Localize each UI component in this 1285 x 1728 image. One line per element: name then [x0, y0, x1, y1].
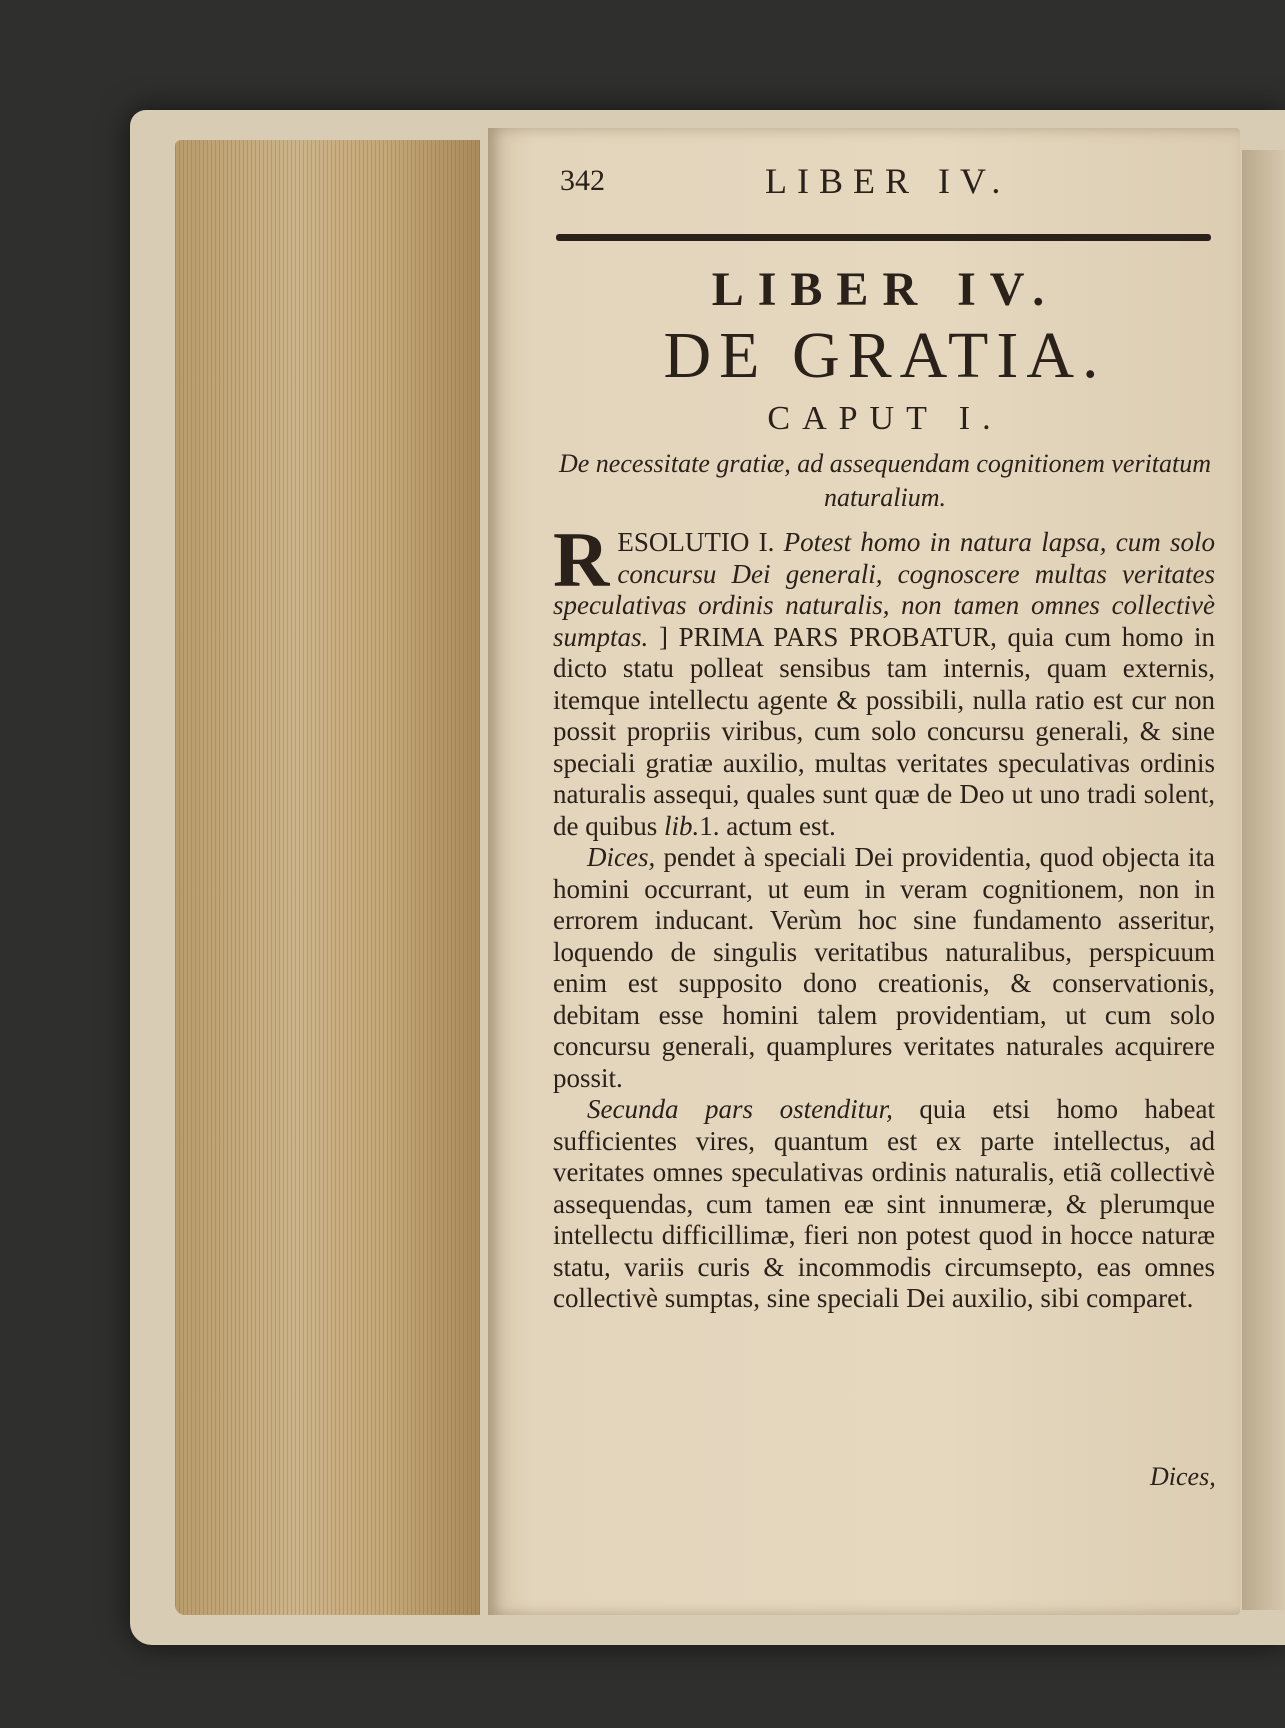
resolutio-text: ] PRIMA PARS PROBATUR, quia cum homo in dicto statu polleat sensibus tam internis, quam externis, itemque intellectu agente & possibili, nulla ratio est cur non possit propriis viribus, cum solo concursu generali, & sine speciali gratiæ auxilio, multas veritates speculativas ordinis naturalis assequi, quales sunt quæ de Deo ut uno tradi solent, de quibus	[553, 621, 1215, 841]
running-title: LIBER IV.	[765, 161, 1011, 201]
drop-cap: R	[553, 516, 610, 603]
running-head	[560, 160, 1220, 204]
chapter-subtitle: De necessitate gratiæ, ad assequendam cognitionem veritatum naturalium.	[558, 449, 1212, 512]
facing-page-edge	[1242, 150, 1285, 1610]
dices-text: pendet à speciali Dei providentia, quod objecta ita homini occurrant, ut eum in veram cognitionem, non in errorem inducant. Verùm hoc sine fundamento asseritur, loquendo de singulis veritatibus naturalibus, perspicuum enim est supposito dono creationis, & conservationis, debitam esse homini talem providentiam, ut cum solo concursu generali, quamplures veritates naturales acquirere possit.	[553, 842, 1215, 1093]
chapter-heading: CAPUT I.	[767, 400, 1003, 437]
secunda-lead: Secunda pars ostenditur,	[587, 1094, 893, 1124]
paragraph-resolutio	[553, 516, 1215, 842]
catchword: Dices,	[1150, 1462, 1216, 1491]
resolutio-statement: Potest homo in natura lapsa, cum solo concursu Dei generali, cognoscere multas veritates speculativas ordinis naturalis, non tamen omnes collectivè sumptas.	[553, 527, 1215, 652]
page-title: DE GRATIA.	[663, 319, 1107, 392]
paragraph-dices	[553, 842, 1215, 1094]
resolutio-ref-tail: 1. actum est.	[699, 810, 836, 841]
page-number: 342	[560, 164, 605, 197]
header-rule	[556, 234, 1211, 241]
resolutio-lead: ESOLUTIO I.	[617, 527, 775, 557]
paragraph-secunda	[553, 1094, 1215, 1315]
secunda-text: quia etsi homo habeat sufficientes vires, quantum est ex parte intellectus, ad veritates omnes speculativas ordinis naturalis, etiã collectivè assequendas, cum tamen eæ sint innumeræ, & plerumque intellectu difficillimæ, fieri non potest quod in hocce naturæ statu, variis curis & incommodis circumsepto, eas omnes collectivè sumptas, sine speciali Dei auxilio, sibi comparet.	[553, 1094, 1216, 1313]
resolutio-ref: lib.	[664, 810, 700, 841]
body-text	[553, 516, 1216, 1315]
book-heading: LIBER IV.	[711, 263, 1059, 316]
page-edges	[175, 140, 480, 1615]
dices-lead: Dices,	[587, 842, 656, 872]
